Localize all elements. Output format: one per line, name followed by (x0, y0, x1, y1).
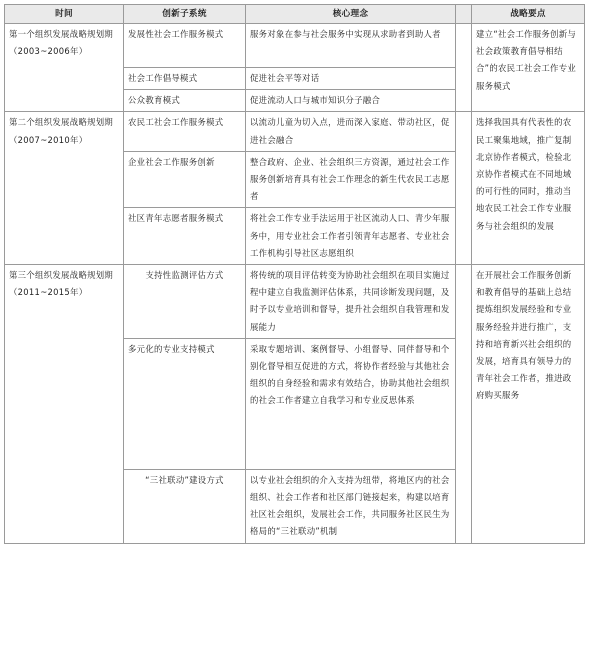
subsystem-cell: 社会工作倡导模式 (124, 68, 246, 90)
core-cell: 整合政府、企业、社会组织三方资源，通过社会工作服务创新培育具有社会工作理念的新生代农民工志愿者 (246, 151, 456, 208)
strategy-cell: 在开展社会工作服务创新和教育倡导的基础上总结提炼组织发展经验和专业服务经验并进行推广，支持和培育新兴社会组织的发展，培育具有领导力的青年社会工作者，推进政府购买服务 (472, 265, 585, 544)
subsystem-cell: 发展性社会工作服务模式 (124, 24, 246, 68)
core-cell: 将社会工作专业手法运用于社区流动人口、青少年服务中，用专业社会工作者引领青年志愿者、专业社会工作机构引导社区志愿组织 (246, 208, 456, 265)
header-core: 核心理念 (246, 5, 456, 24)
phase-time: 第三个组织发展战略规划期（2011~2015年） (5, 265, 124, 544)
core-cell: 以专业社会组织的介入支持为纽带，将地区内的社会组织、社会工作者和社区部门链接起来，构建以培育社区社会组织，发展社会工作，共同服务社区民生为格局的“三社联动”机制 (246, 469, 456, 543)
subsystem-cell: 企业社会工作服务创新 (124, 151, 246, 208)
phase-time: 第二个组织发展战略规划期（2007~2010年） (5, 112, 124, 265)
strategy-cell: 选择我国具有代表性的农民工聚集地域，推广复制北京协作者模式，检验北京协作者模式在不同地域的可行性的同时，推动当地农民工社会工作专业服务与社会组织的发展 (472, 112, 585, 265)
header-time: 时间 (5, 5, 124, 24)
strategy-table (4, 4, 585, 544)
table-header-row (5, 5, 585, 24)
table-row (5, 24, 585, 68)
phase-time: 第一个组织发展战略规划期（2003~2006年） (5, 24, 124, 112)
subsystem-cell: 农民工社会工作服务模式 (124, 112, 246, 151)
subsystem-cell: 公众教育模式 (124, 90, 246, 112)
core-cell: 以流动儿童为切入点，进而深入家庭、带动社区，促进社会融合 (246, 112, 456, 151)
subsystem-cell: 支持性监测评估方式 (124, 265, 246, 339)
header-gap (456, 5, 472, 24)
column-gap (456, 24, 472, 112)
core-cell: 服务对象在参与社会服务中实现从求助者到助人者 (246, 24, 456, 68)
core-cell: 促进流动人口与城市知识分子融合 (246, 90, 456, 112)
column-gap (456, 265, 472, 544)
subsystem-cell: 社区青年志愿者服务模式 (124, 208, 246, 265)
header-subsystem: 创新子系统 (124, 5, 246, 24)
table-row (5, 112, 585, 151)
column-gap (456, 112, 472, 265)
core-cell: 促进社会平等对话 (246, 68, 456, 90)
strategy-cell: 建立“社会工作服务创新与社会政策教育倡导相结合”的农民工社会工作专业服务模式 (472, 24, 585, 112)
subsystem-cell: 多元化的专业支持模式 (124, 338, 246, 469)
core-cell: 将传统的项目评估转变为协助社会组织在项目实施过程中建立自我监测评估体系，共同诊断发现问题，及时予以专业培训和督导，提升社会组织自我管理和发展能力 (246, 265, 456, 339)
subsystem-cell: “三社联动”建设方式 (124, 469, 246, 543)
core-cell: 采取专题培训、案例督导、小组督导、同伴督导和个别化督导相互促进的方式，将协作者经验与其他社会组织的自身经验和需求有效结合，协助其他社会组织的社会工作者建立自我学习和专业反思体系 (246, 338, 456, 469)
header-strategy: 战略要点 (472, 5, 585, 24)
table-row (5, 265, 585, 339)
